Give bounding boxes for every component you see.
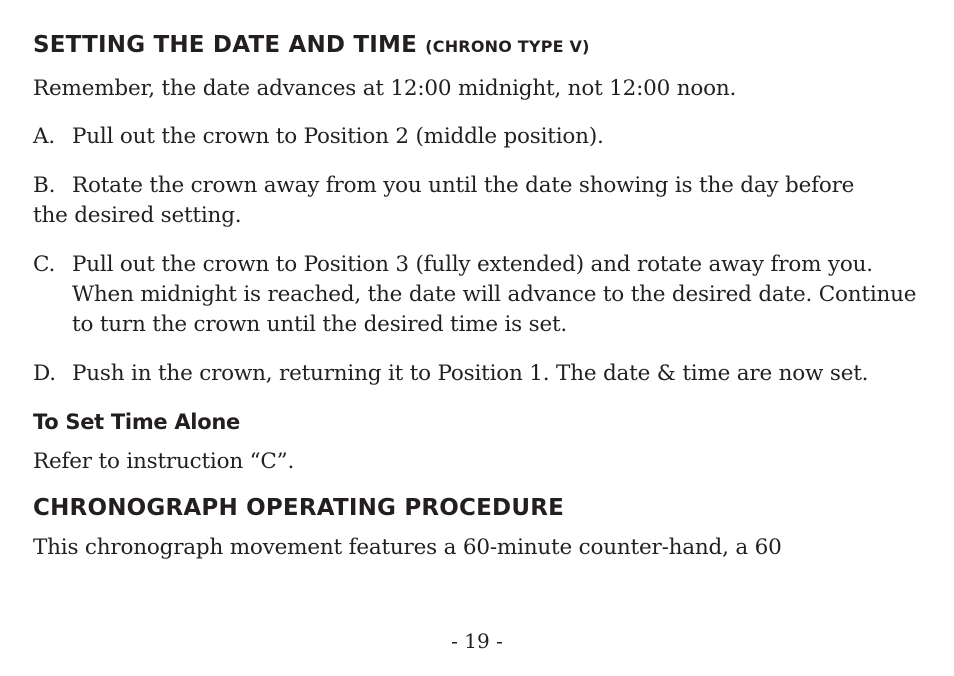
step-letter: C. bbox=[33, 252, 56, 277]
chronograph-paragraph: This chronograph movement features a 60-minute counter-hand, a 60 bbox=[33, 535, 782, 560]
step-b bbox=[33, 171, 893, 231]
section-heading-date-time bbox=[33, 30, 923, 62]
heading-title: SETTING THE DATE AND TIME bbox=[33, 32, 418, 58]
step-text: Pull out the crown to Position 2 (middle position). bbox=[72, 124, 604, 149]
heading-subtitle: (CHRONO TYPE V) bbox=[425, 37, 590, 56]
step-letter: A. bbox=[33, 124, 55, 149]
step-letter: D. bbox=[33, 361, 56, 386]
time-alone-paragraph: Refer to instruction “C”. bbox=[33, 449, 295, 474]
page-number: - 19 - bbox=[451, 629, 503, 653]
intro-paragraph: Remember, the date advances at 12:00 midnight, not 12:00 noon. bbox=[33, 76, 737, 101]
section-heading-chronograph: CHRONOGRAPH OPERATING PROCEDURE bbox=[33, 495, 565, 521]
manual-page bbox=[33, 30, 923, 563]
step-d bbox=[33, 359, 912, 389]
step-letter: B. bbox=[33, 173, 56, 198]
section-heading-time-alone: To Set Time Alone bbox=[33, 410, 240, 434]
step-text: Rotate the crown away from you until the date showing is the day before the desired setting. bbox=[33, 173, 855, 228]
step-a bbox=[33, 122, 923, 152]
step-c bbox=[33, 250, 923, 340]
step-text: Push in the crown, returning it to Position 1. The date & time are now set. bbox=[72, 361, 869, 386]
step-text: Pull out the crown to Position 3 (fully extended) and rotate away from you. When midnight is reached, the date will advance to the desired date. Continue to turn the crown until the desired time is set. bbox=[72, 252, 917, 337]
